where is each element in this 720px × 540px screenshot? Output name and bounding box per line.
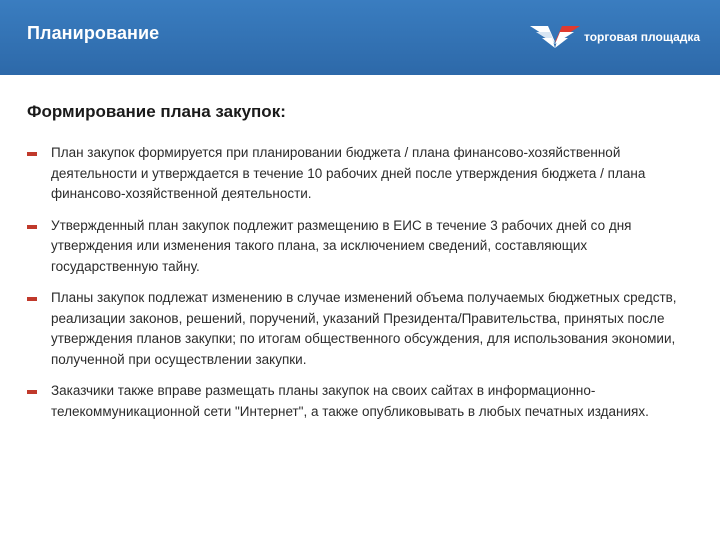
list-item [27,216,697,278]
list-item [27,381,697,422]
header-bar [0,0,720,75]
bullet-marker [27,297,37,301]
list-item [27,288,697,370]
bullet-list [27,143,697,433]
bullet-marker [27,225,37,229]
list-item-text: Утвержденный план закупок подлежит размещению в ЕИС в течение 3 рабочих дней со дня утверждения или изменения такого плана, за исключением сведений, составляющих государственную тайну. [51,217,632,274]
list-item-text: Заказчики также вправе размещать планы закупок на своих сайтах в информационно-телекоммуникационной сети "Интернет", а также опубликовывать в любых печатных изданиях. [51,383,649,419]
logo-text: торговая площадка [584,30,701,44]
logo [530,22,700,54]
list-item-text: План закупок формируется при планировании бюджета / плана финансово-хозяйственной деятельности и утверждается в течение 10 рабочих дней после утверждения бюджета / плана финансово-хозяйственной деятельности. [51,145,646,201]
bullet-marker [27,152,37,156]
bullet-marker [27,390,37,394]
list-item-text: Планы закупок подлежат изменению в случае изменений объема получаемых бюджетных средств, реализации законов, решений, поручений, указаний Президента/Правительства, принятых после утверждения планов закупки; по итогам общественного обсуждения, для использования экономии, полученной при осуществлении закупки. [51,290,677,367]
page-title: Планирование [27,23,160,43]
list-item [27,143,697,205]
wing-logo-icon [530,22,580,54]
section-title: Формирование плана закупок: [27,102,286,121]
